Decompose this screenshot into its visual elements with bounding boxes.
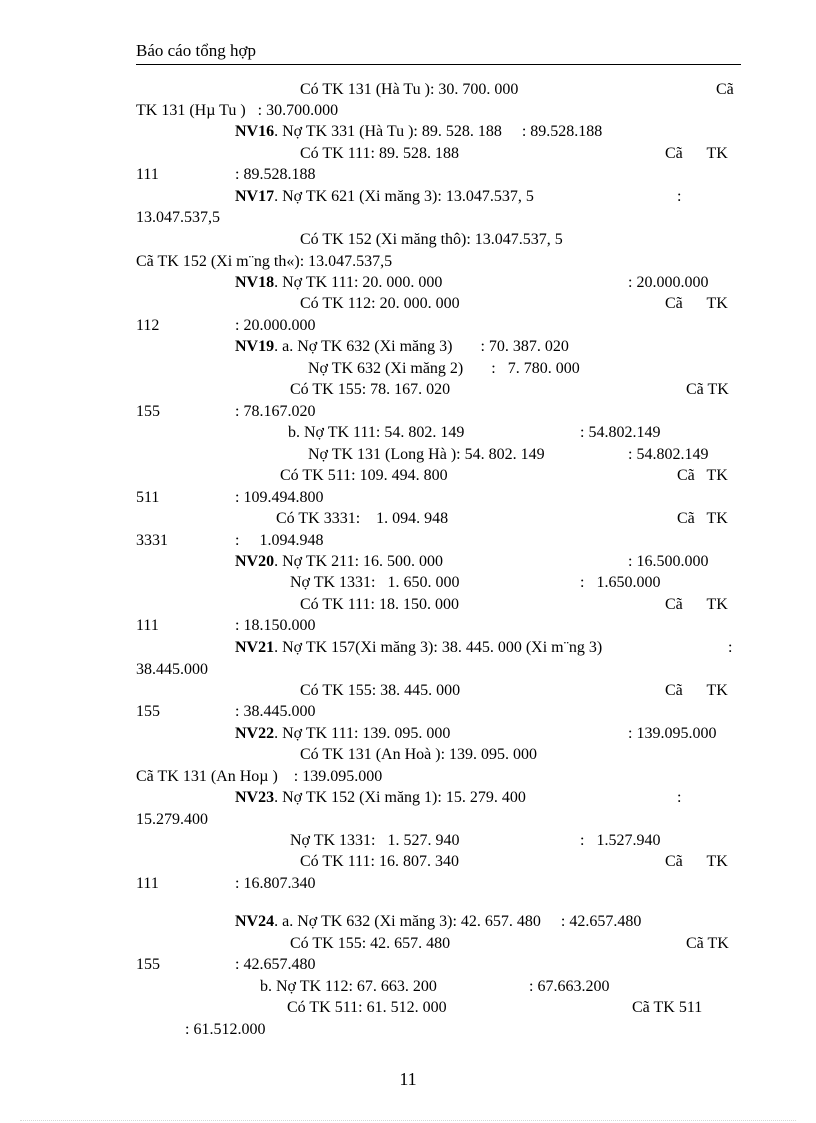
entry-text: b. Nợ TK 111: 54. 802. 149 xyxy=(288,424,465,441)
text-line xyxy=(136,874,159,894)
text-line xyxy=(300,230,563,250)
entry-text: : 78.167.020 xyxy=(235,403,316,420)
text-line xyxy=(235,788,526,808)
text-line xyxy=(308,359,580,379)
entry-number: NV18 xyxy=(235,274,275,291)
text-line xyxy=(628,273,708,293)
text-line xyxy=(260,977,437,997)
entry-number: NV24 xyxy=(235,913,275,930)
entry-text: Nợ TK 131 (Long Hà ): 54. 802. 149 xyxy=(308,446,545,463)
entry-text: Có TK 131 (An Hoà ): 139. 095. 000 xyxy=(300,746,538,763)
text-line xyxy=(235,702,315,722)
entry-text: . Nợ TK 157(Xi măng 3): 38. 445. 000 (Xi m¨ng 3) xyxy=(274,639,603,656)
entry-text: Có TK 152 (Xi măng thô): 13.047.537, 5 xyxy=(300,231,563,248)
entry-text: : 16.807.340 xyxy=(235,875,316,892)
entry-number: NV17 xyxy=(235,188,275,205)
text-line xyxy=(290,380,450,400)
entry-number: NV20 xyxy=(235,553,275,570)
header-divider xyxy=(136,64,741,65)
text-line xyxy=(287,998,447,1018)
text-line xyxy=(235,616,315,636)
entry-text: Có TK 3331: 1. 094. 948 xyxy=(276,510,449,527)
entry-text: Cã TK xyxy=(665,596,728,613)
text-line xyxy=(628,724,716,744)
page-bottom-divider xyxy=(20,1120,796,1121)
entry-text: : 42.657.480 xyxy=(235,956,316,973)
entry-text: Cã TK xyxy=(665,145,728,162)
text-line xyxy=(677,509,728,529)
text-line xyxy=(665,681,728,701)
entry-text: 111 xyxy=(136,166,159,183)
text-line xyxy=(308,445,545,465)
entry-text: Nợ TK 1331: 1. 527. 940 xyxy=(290,832,460,849)
text-line xyxy=(235,531,323,551)
text-line xyxy=(580,573,660,593)
entry-text: Có TK 155: 78. 167. 020 xyxy=(290,381,451,398)
entry-text: : 89.528.188 xyxy=(235,166,316,183)
text-line xyxy=(290,831,460,851)
text-line xyxy=(235,724,450,744)
entry-text: : 38.445.000 xyxy=(235,703,316,720)
text-line xyxy=(300,745,537,765)
entry-text: 155 xyxy=(136,703,160,720)
text-line xyxy=(136,252,392,272)
text-line xyxy=(300,294,460,314)
entry-text: b. Nợ TK 112: 67. 663. 200 xyxy=(260,978,437,995)
entry-text: : 1.527.940 xyxy=(580,832,661,849)
text-line xyxy=(136,616,159,636)
entry-text: Cã TK 131 (An Hoµ ) : 139.095.000 xyxy=(136,768,383,785)
entry-text: . Nợ TK 152 (Xi măng 1): 15. 279. 400 xyxy=(274,789,526,806)
text-line xyxy=(136,165,159,185)
entry-text: Nợ TK 1331: 1. 650. 000 xyxy=(290,574,460,591)
entry-text: Có TK 111: 18. 150. 000 xyxy=(300,596,459,613)
entry-number: NV23 xyxy=(235,789,275,806)
text-line xyxy=(136,208,220,228)
entry-text: : 16.500.000 xyxy=(628,553,709,570)
text-line xyxy=(136,955,160,975)
entry-number: NV16 xyxy=(235,123,275,140)
text-line xyxy=(235,337,569,357)
entry-text: Cã TK xyxy=(686,935,729,952)
text-line xyxy=(686,934,729,954)
entry-text: Cã TK xyxy=(677,467,728,484)
text-line xyxy=(529,977,609,997)
entry-text: Có TK 155: 42. 657. 480 xyxy=(290,935,451,952)
entry-text: 38.445.000 xyxy=(136,661,208,678)
entry-text: : 67.663.200 xyxy=(529,978,610,995)
entry-text: : 109.494.800 xyxy=(235,489,324,506)
text-line xyxy=(580,423,660,443)
text-line xyxy=(686,380,729,400)
entry-text: Có TK 111: 16. 807. 340 xyxy=(300,853,459,870)
text-line xyxy=(235,552,443,572)
entry-text: Cã TK xyxy=(665,682,728,699)
entry-text: 3331 xyxy=(136,532,168,549)
entry-text: : xyxy=(677,188,682,205)
text-line xyxy=(280,466,448,486)
entry-text: : xyxy=(677,789,682,806)
text-line xyxy=(136,702,160,722)
entry-text: Cã TK xyxy=(665,295,728,312)
text-line xyxy=(300,80,518,100)
entry-text: : 61.512.000 xyxy=(185,1021,266,1038)
entry-text: : 20.000.000 xyxy=(235,317,316,334)
text-line xyxy=(677,788,681,808)
text-line xyxy=(136,767,382,787)
text-line xyxy=(235,165,315,185)
entry-text: Cã TK 152 (Xi m¨ng th«): 13.047.537,5 xyxy=(136,253,393,270)
entry-text: : 54.802.149 xyxy=(628,446,709,463)
text-line xyxy=(235,874,315,894)
text-line xyxy=(235,187,534,207)
text-line xyxy=(290,934,450,954)
text-line xyxy=(235,402,315,422)
text-line xyxy=(728,638,732,658)
text-line xyxy=(716,80,734,100)
text-line xyxy=(136,316,159,336)
text-line xyxy=(136,488,159,508)
text-line xyxy=(235,955,315,975)
text-line xyxy=(290,573,460,593)
entry-text: . Nợ TK 111: 139. 095. 000 xyxy=(274,725,451,742)
entry-text: . Nợ TK 331 (Hà Tu ): 89. 528. 188 : 89.528.188 xyxy=(274,123,603,140)
text-line xyxy=(136,531,168,551)
text-line xyxy=(632,998,702,1018)
entry-text: Cã TK xyxy=(686,381,729,398)
text-line xyxy=(235,273,442,293)
entry-text: Có TK 511: 61. 512. 000 xyxy=(287,999,447,1016)
text-line xyxy=(677,466,728,486)
entry-text: Nợ TK 632 (Xi măng 2) : 7. 780. 000 xyxy=(308,360,580,377)
text-line xyxy=(276,509,448,529)
entry-text: 155 xyxy=(136,403,160,420)
entry-text: . a. Nợ TK 632 (Xi măng 3): 42. 657. 480 : 42.657.480 xyxy=(274,913,642,930)
text-line xyxy=(628,445,708,465)
text-line xyxy=(677,187,681,207)
text-line xyxy=(136,660,208,680)
text-line xyxy=(185,1020,265,1040)
text-line xyxy=(136,810,208,830)
entry-text: 155 xyxy=(136,956,160,973)
text-line xyxy=(665,294,728,314)
entry-text: Cã TK xyxy=(677,510,728,527)
entry-text: Có TK 131 (Hà Tu ): 30. 700. 000 xyxy=(300,81,519,98)
entry-text: Có TK 511: 109. 494. 800 xyxy=(280,467,448,484)
entry-text: TK 131 (Hµ Tu ) : 30.700.000 xyxy=(136,102,339,119)
text-line xyxy=(136,402,160,422)
entry-number: NV22 xyxy=(235,725,275,742)
entry-text: : xyxy=(728,639,733,656)
page-header-title: Báo cáo tổng hợp xyxy=(136,41,256,60)
entry-text: 13.047.537,5 xyxy=(136,209,220,226)
entry-text: Cã TK xyxy=(665,853,728,870)
entry-text: : 1.094.948 xyxy=(235,532,324,549)
text-line xyxy=(235,316,315,336)
entry-text: Có TK 155: 38. 445. 000 xyxy=(300,682,461,699)
entry-text: 511 xyxy=(136,489,160,506)
text-line xyxy=(300,595,459,615)
text-line xyxy=(136,101,338,121)
entry-text: 111 xyxy=(136,875,159,892)
entry-text: . Nợ TK 111: 20. 000. 000 xyxy=(274,274,443,291)
text-line xyxy=(628,552,708,572)
entry-text: Có TK 111: 89. 528. 188 xyxy=(300,145,459,162)
entry-text: . Nợ TK 211: 16. 500. 000 xyxy=(274,553,444,570)
text-line xyxy=(300,681,460,701)
entry-text: : 18.150.000 xyxy=(235,617,316,634)
entry-text: 111 xyxy=(136,617,159,634)
entry-text: Cã xyxy=(716,81,734,98)
text-line xyxy=(288,423,464,443)
entry-text: . a. Nợ TK 632 (Xi măng 3) : 70. 387. 020 xyxy=(274,338,569,355)
text-line xyxy=(235,488,323,508)
entry-number: NV21 xyxy=(235,639,275,656)
entry-text: Cã TK 511 xyxy=(632,999,703,1016)
entry-text: : 20.000.000 xyxy=(628,274,709,291)
entry-text: : 139.095.000 xyxy=(628,725,717,742)
text-line xyxy=(300,144,459,164)
entry-text: 15.279.400 xyxy=(136,811,208,828)
page-number: 11 xyxy=(399,1069,417,1089)
text-line xyxy=(665,852,728,872)
entry-number: NV19 xyxy=(235,338,275,355)
text-line xyxy=(235,638,602,658)
entry-text: : 1.650.000 xyxy=(580,574,661,591)
text-line xyxy=(580,831,660,851)
text-line xyxy=(235,122,602,142)
entry-text: : 54.802.149 xyxy=(580,424,661,441)
text-line xyxy=(235,912,641,932)
text-line xyxy=(665,595,728,615)
entry-text: 112 xyxy=(136,317,160,334)
entry-text: . Nợ TK 621 (Xi măng 3): 13.047.537, 5 xyxy=(274,188,534,205)
text-line xyxy=(665,144,728,164)
entry-text: Có TK 112: 20. 000. 000 xyxy=(300,295,460,312)
text-line xyxy=(300,852,459,872)
